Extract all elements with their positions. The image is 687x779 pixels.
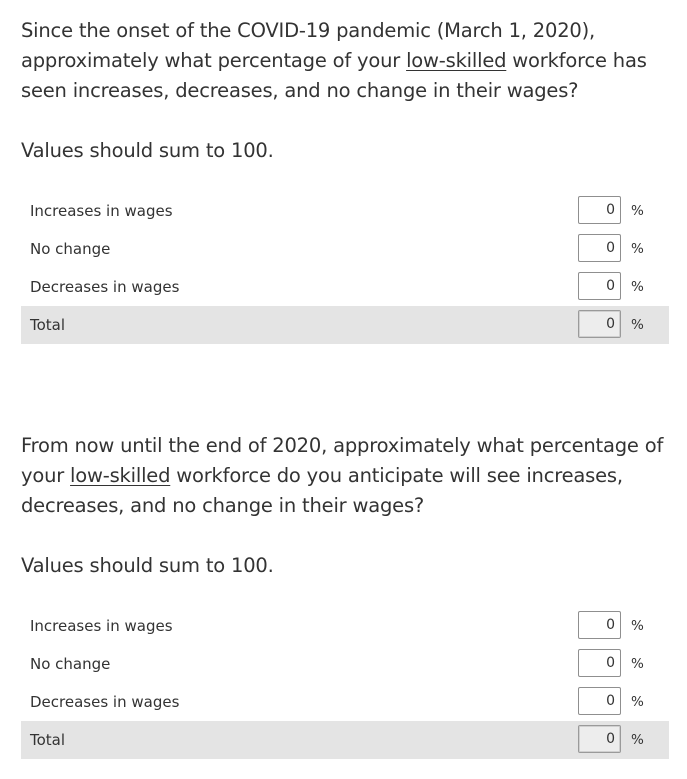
choice-label: Decreases in wages bbox=[30, 693, 180, 711]
percent-unit: % bbox=[631, 317, 644, 333]
choice-row-decreases bbox=[21, 268, 669, 306]
emphasis-low-skilled: low-skilled bbox=[70, 464, 171, 487]
increases-input[interactable] bbox=[578, 611, 621, 639]
choice-label: No change bbox=[30, 655, 111, 673]
question-instruction: Values should sum to 100. bbox=[21, 139, 274, 162]
question-text bbox=[21, 16, 671, 106]
no-change-input[interactable] bbox=[578, 649, 621, 677]
question-instruction: Values should sum to 100. bbox=[21, 554, 274, 577]
decreases-input[interactable] bbox=[578, 687, 621, 715]
choice-label: Increases in wages bbox=[30, 202, 173, 220]
constant-sum-table bbox=[21, 192, 669, 344]
total-label: Total bbox=[30, 731, 66, 749]
increases-input[interactable] bbox=[578, 196, 621, 224]
total-label: Total bbox=[30, 316, 66, 334]
total-field bbox=[578, 310, 621, 338]
choice-row-no-change bbox=[21, 645, 669, 683]
question-text-part: Since the onset of the COVID-19 pandemic (March 1, 2020), approximately what percentage of your bbox=[21, 19, 596, 72]
question-text-part: workforce has seen increases, decreases, and no change in their wages? bbox=[21, 49, 647, 102]
choice-label: Decreases in wages bbox=[30, 278, 180, 296]
total-row bbox=[21, 721, 669, 759]
question-text bbox=[21, 431, 671, 521]
question-text-part: workforce do you anticipate will see increases, decreases, and no change in their wages? bbox=[21, 464, 623, 517]
question-text-part: From now until the end of 2020, approximately what percentage of your bbox=[21, 434, 664, 487]
constant-sum-table bbox=[21, 607, 669, 759]
question-2 bbox=[21, 431, 671, 759]
percent-unit: % bbox=[631, 279, 644, 295]
total-field bbox=[578, 725, 621, 753]
question-1 bbox=[21, 16, 671, 344]
total-row bbox=[21, 306, 669, 344]
percent-unit: % bbox=[631, 241, 644, 257]
percent-unit: % bbox=[631, 203, 644, 219]
percent-unit: % bbox=[631, 694, 644, 710]
emphasis-low-skilled: low-skilled bbox=[406, 49, 507, 72]
choice-row-increases bbox=[21, 607, 669, 645]
percent-unit: % bbox=[631, 656, 644, 672]
choice-row-increases bbox=[21, 192, 669, 230]
percent-unit: % bbox=[631, 618, 644, 634]
choice-label: No change bbox=[30, 240, 111, 258]
percent-unit: % bbox=[631, 732, 644, 748]
decreases-input[interactable] bbox=[578, 272, 621, 300]
choice-row-decreases bbox=[21, 683, 669, 721]
choice-label: Increases in wages bbox=[30, 617, 173, 635]
no-change-input[interactable] bbox=[578, 234, 621, 262]
choice-row-no-change bbox=[21, 230, 669, 268]
